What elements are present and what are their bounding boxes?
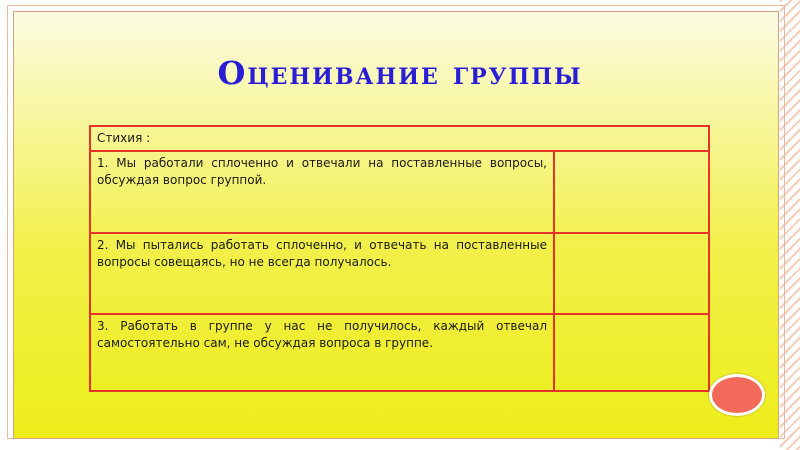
- score-cell[interactable]: [554, 314, 709, 391]
- table-row: [90, 151, 709, 233]
- decorative-circle: [709, 374, 765, 416]
- table-header-cell: Стихия :: [90, 126, 709, 151]
- statement-cell: 3. Работать в группе у нас не получилось, каждый отвечал самостоятельно сам, не обсуждая вопроса в группе.: [90, 314, 554, 391]
- slide-title: Оценивание группы: [217, 54, 583, 92]
- score-cell[interactable]: [554, 233, 709, 314]
- statement-cell: 1. Мы работали сплоченно и отвечали на поставленные вопросы, обсуждая вопрос группой.: [90, 151, 554, 233]
- evaluation-table: [89, 125, 710, 392]
- score-cell[interactable]: [554, 151, 709, 233]
- table-header-row: [90, 126, 709, 151]
- table-row: [90, 233, 709, 314]
- table-row: [90, 314, 709, 391]
- statement-cell: 2. Мы пытались работать сплоченно, и отвечать на поставленные вопросы совещаясь, но не всегда получалось.: [90, 233, 554, 314]
